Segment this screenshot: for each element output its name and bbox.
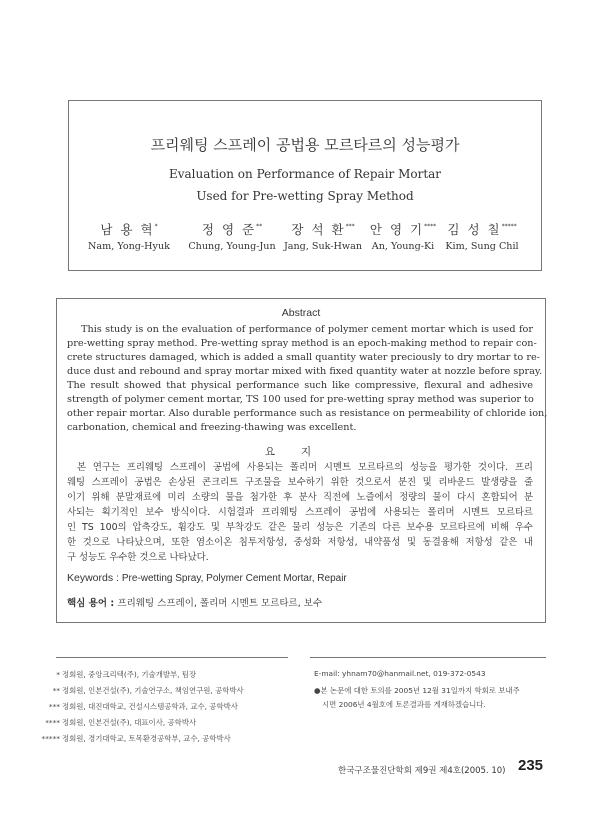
author-3-name-ko: 장 석 환 (291, 222, 346, 237)
author-1 (77, 220, 181, 252)
affiliation-mark: ***** (41, 734, 60, 743)
summary-line: 본 연구는 프리웨팅 스프레이 공법에 사용되는 폴리머 시멘트 모르타르의 성능을 평가한 것이다. 프리 (77, 462, 533, 473)
abstract-line: pre-wetting spray method. Pre-wetting spray method is an epoch-making method to repair con- (67, 338, 537, 349)
footnote-rule-left (56, 657, 288, 658)
abstract-line: The result showed that physical performance such like compressive, flexural and adhesive (67, 380, 533, 391)
abstract-line: crete structures damaged, which is added a small quantity water preciously to dry mortar to re- (67, 352, 540, 363)
core-terms-label: 핵심 용어 : (67, 598, 118, 609)
paper-title-korean: 프리웨팅 스프레이 공법용 모르타르의 성능평가 (150, 136, 460, 154)
page-number: 235 (518, 757, 544, 774)
affiliation-text: 정회원, 중앙크리텍(주), 기술개발부, 팀장 (62, 670, 197, 679)
affiliation-mark: *** (48, 702, 60, 711)
author-5 (433, 220, 531, 252)
discussion-notice-line2: 시면 2006년 4월호에 토론결과를 게재하겠습니다. (322, 700, 486, 709)
author-3-name-en: Jang, Suk-Hwan (283, 241, 363, 252)
paper-title-english-line1: Evaluation on Performance of Repair Mortar (168, 167, 442, 181)
author-2 (179, 220, 285, 252)
author-2-name-ko: 정 영 준 (201, 222, 257, 237)
affiliation-1 (22, 669, 196, 680)
author-4-mark: **** (424, 223, 437, 230)
abstract-line: carbonation, chemical and freezing-thawing was excellent. (67, 422, 357, 433)
affiliation-4 (22, 717, 196, 728)
affiliation-mark: * (56, 670, 60, 679)
author-2-mark: ** (256, 223, 263, 230)
author-5-mark: ***** (501, 223, 517, 230)
affiliation-2 (22, 685, 244, 696)
abstract-box (56, 298, 546, 623)
abstract-line: duce dust and rebound and spray mortar mixed with fixed quantity water at nozzle before spray. (67, 366, 543, 377)
abstract-line: This study is on the evaluation of performance of polymer cement mortar which is used for (81, 324, 533, 335)
paper-title-english-line2: Used for Pre-wetting Spray Method (196, 189, 414, 203)
author-3-mark: *** (345, 223, 355, 230)
affiliation-text: 정회원, 경기대학교, 토목환경공학부, 교수, 공학박사 (62, 734, 231, 743)
affiliation-text: 정회원, 인본건설(주), 기술연구소, 책임연구원, 공학박사 (62, 686, 244, 695)
author-5-name-en: Kim, Sung Chil (445, 241, 519, 252)
summary-line: 사되는 획기적인 보수 방식이다. 시험결과 프리웨팅 스프레이 공법에 사용되는 폴리머 시멘트 모르타르 (67, 507, 533, 518)
affiliation-3 (22, 701, 238, 712)
summary-heading: 요지 (264, 446, 338, 458)
footnote-rule-right (310, 657, 546, 658)
author-1-name-ko: 남 용 혁 (100, 222, 155, 237)
author-5-name-ko: 김 성 칠 (447, 222, 502, 237)
affiliation-text: 정회원, 인본건설(주), 대표이사, 공학박사 (62, 718, 197, 727)
author-2-name-en: Chung, Young-Jun (188, 241, 276, 252)
author-4-name-en: An, Young-Ki (371, 241, 435, 252)
contact-email: E-mail: yhnam70@hanmail.net, 019-372-0543 (314, 669, 486, 678)
abstract-line: other repair mortar. Also durable performance such as resistance on permeability of chloride ion, (67, 408, 548, 419)
core-terms-text: 프리웨팅 스프레이, 폴리머 시멘트 모르타르, 보수 (117, 598, 323, 609)
abstract-heading: Abstract (281, 307, 321, 319)
summary-line: 웨팅 스프레이 공법은 손상된 콘크리트 구조물을 보수하기 위한 것으로서 분진 및 리바운드 발생량을 줄 (67, 477, 533, 488)
author-1-mark: * (154, 223, 158, 230)
summary-line: 구 성능도 우수한 것으로 나타났다. (67, 552, 209, 563)
summary-line: 한 것으로 나타났으며, 또한 염소이온 침투저항성, 중성화 저항성, 내약품성 및 동결융해 저항성 같은 내 (67, 537, 533, 548)
title-box (68, 100, 542, 271)
summary-line: 인 TS 100의 압축강도, 휨강도 및 부착강도 같은 물리 성능은 기존의 다른 보수용 모르타르에 비해 우수 (67, 522, 533, 533)
affiliation-5 (22, 733, 231, 744)
journal-info: 한국구조물진단학회 제9권 제4호(2005. 10) (338, 766, 506, 776)
keywords-text: Pre-wetting Spray, Polymer Cement Mortar, Repair (121, 573, 347, 584)
discussion-notice-line1: ●본 논문에 대한 토의를 2005년 12월 31일까지 학회로 보내주 (314, 686, 520, 695)
keywords (67, 572, 347, 584)
affiliation-text: 정회원, 대진대학교, 건설시스템공학과, 교수, 공학박사 (62, 702, 238, 711)
affiliation-mark: ** (52, 686, 60, 695)
affiliation-mark: **** (45, 718, 60, 727)
author-1-name-en: Nam, Yong-Hyuk (88, 241, 170, 252)
keywords-label: Keywords : (67, 572, 122, 584)
core-terms (67, 595, 322, 609)
abstract-line: strength of polymer cement mortar, TS 100 used for pre-wetting spray method was superior to (67, 394, 534, 405)
author-4-name-ko: 안 영 기 (369, 222, 425, 237)
summary-line: 이기 위해 분말재료에 미리 소량의 물을 첨가한 후 분사 직전에 노즐에서 정량의 물이 다시 혼합되어 분 (67, 492, 533, 503)
